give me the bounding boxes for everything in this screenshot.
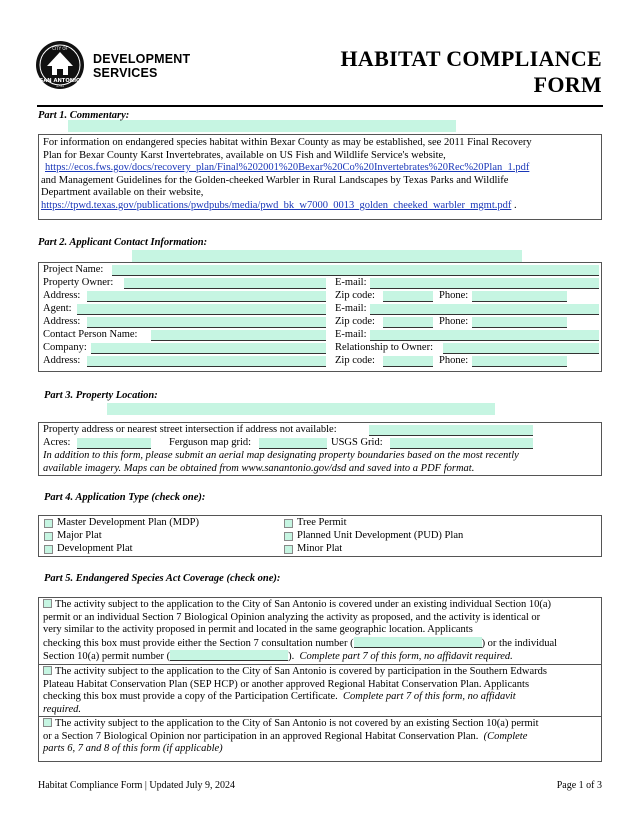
link-suffix: .: [511, 199, 517, 211]
agent-phone-label: Phone:: [439, 316, 469, 327]
option3-instruction: parts 6, 7 and 8 of this form (if applicable): [43, 743, 223, 754]
option1-text: The activity subject to the application to the City of San Antonio is covered under an existing individual Section 10(a): [55, 599, 552, 610]
coverage-option-2: [39, 665, 601, 716]
title-line-2: FORM: [533, 72, 602, 97]
option3-text: or a Section 7 Biological Opinion nor participation in an approved Regional Habitat Conservation Plan.: [43, 730, 479, 742]
owner-phone-field[interactable]: [472, 291, 567, 302]
commentary-line: Department available on their website,: [41, 187, 204, 198]
option1-instruction: Complete part 7 of this form, no affidavit required.: [299, 651, 513, 662]
option3-instruction: (Complete: [483, 730, 528, 742]
agent-zip-field[interactable]: [383, 317, 433, 328]
usgs-label: USGS Grid:: [331, 437, 383, 448]
mdp-checkbox[interactable]: [44, 519, 53, 528]
contact-person-label: Contact Person Name:: [43, 329, 138, 340]
mdp-label: Master Development Plan (MDP): [57, 517, 200, 528]
development-plat-checkbox[interactable]: [44, 545, 53, 554]
contact-info-box: [38, 262, 602, 372]
pud-plan-label: Planned Unit Development (PUD) Plan: [297, 530, 464, 541]
option1-text: ) or the individual: [481, 637, 558, 649]
contact-phone-label: Phone:: [439, 355, 469, 366]
aerial-map-note: In addition to this form, please submit an aerial map designating property boundaries based on the most recently: [43, 450, 519, 461]
development-plat-label: Development Plat: [57, 543, 133, 554]
minor-plat-checkbox[interactable]: [284, 545, 293, 554]
agent-field[interactable]: [77, 304, 326, 315]
property-address-field[interactable]: [369, 425, 533, 436]
usgs-field[interactable]: [390, 438, 533, 449]
option1-text: checking this box must provide either the Section 7 consultation number (: [43, 637, 354, 649]
commentary-line: Plan for Bexar County Karst Invertebrates, available on US Fish and Wildlife Service's website,: [43, 149, 446, 161]
agent-zip-label: Zip code:: [335, 316, 375, 327]
coverage-option-3: [39, 717, 601, 756]
tree-permit-label: Tree Permit: [297, 517, 347, 528]
recovery-plan-link[interactable]: https://ecos.fws.gov/docs/recovery_plan/Final%202001%20Bexar%20Co%20Invertebrates%20Rec%20Plan_1.pdf: [45, 162, 530, 173]
owner-phone-label: Phone:: [439, 290, 469, 301]
part2-highlight: [132, 250, 522, 262]
ferguson-field[interactable]: [259, 438, 327, 449]
property-location-box: [38, 422, 602, 476]
property-owner-field[interactable]: [124, 278, 326, 289]
project-name-field[interactable]: [112, 265, 599, 276]
contact-email-label: E-mail:: [335, 329, 367, 340]
relationship-field[interactable]: [443, 343, 599, 354]
part4-title: Part 4. Application Type (check one):: [44, 492, 206, 503]
part5-title: Part 5. Endangered Species Act Coverage (check one):: [44, 573, 281, 584]
agent-address-field[interactable]: [87, 317, 326, 328]
footer-form-info: Habitat Compliance Form | Updated July 9, 2024: [38, 780, 235, 791]
acres-field[interactable]: [77, 438, 151, 449]
property-owner-label: Property Owner:: [43, 277, 114, 288]
header-rule: [37, 105, 603, 107]
option2-text: checking this box must provide a copy of the Participation Certificate.: [43, 691, 338, 702]
owner-email-field[interactable]: [370, 278, 599, 289]
agent-email-label: E-mail:: [335, 303, 367, 314]
city-seal-icon: [35, 40, 85, 90]
not-covered-checkbox[interactable]: [43, 718, 52, 727]
owner-zip-field[interactable]: [383, 291, 433, 302]
option1-text: very similar to the activity proposed in permit and located in the same geographic location. Applicants: [43, 624, 473, 635]
tree-permit-checkbox[interactable]: [284, 519, 293, 528]
agent-address-label: Address:: [43, 316, 81, 327]
application-type-box: [38, 515, 602, 557]
contact-address-field[interactable]: [87, 356, 326, 367]
contact-zip-field[interactable]: [383, 356, 433, 367]
seal-city-text: CITY OF: [52, 46, 68, 51]
esa-coverage-box: [38, 597, 602, 762]
warbler-guidelines-link[interactable]: https://tpwd.texas.gov/publications/pwdpubs/media/pwd_bk_w7000_0013_golden_cheeked_warbler_mgmt.pdf: [41, 199, 512, 211]
page-title: [341, 46, 602, 98]
logo-line-1: DEVELOPMENT: [93, 52, 191, 66]
seal-year-text: 1731: [55, 84, 65, 88]
logo-wordmark: [93, 52, 190, 80]
seal-name-text: SAN ANTONIO: [39, 78, 81, 84]
option3-text: The activity subject to the application to the City of San Antonio is not covered by an existing Section 10(a) permit: [55, 718, 539, 729]
company-field[interactable]: [91, 343, 326, 354]
section10a-permit-number-field[interactable]: [170, 650, 288, 661]
company-label: Company:: [43, 342, 87, 353]
agent-email-field[interactable]: [370, 304, 599, 315]
major-plat-label: Major Plat: [57, 530, 102, 541]
option2-text: Plateau Habitat Conservation Plan (SEP HCP) or another approved Regional Habitat Conservation Plan. Applicants: [43, 678, 530, 690]
relationship-label: Relationship to Owner:: [335, 342, 433, 353]
contact-person-field[interactable]: [151, 330, 326, 341]
part2-title: Part 2. Applicant Contact Information:: [38, 237, 208, 248]
commentary-box: [38, 134, 602, 220]
option1-text: Section 10(a) permit number (: [43, 651, 171, 662]
ferguson-label: Ferguson map grid:: [169, 437, 252, 448]
part1-title: Part 1. Commentary:: [38, 110, 130, 121]
regional-hcp-checkbox[interactable]: [43, 666, 52, 675]
contact-address-label: Address:: [43, 355, 81, 366]
owner-address-label: Address:: [43, 290, 81, 301]
option2-instruction: required.: [43, 703, 82, 715]
minor-plat-label: Minor Plat: [297, 543, 343, 554]
option1-text: permit or an individual Section 7 Biological Opinion analyzing the activity as proposed, and the activity is identical or: [43, 611, 541, 623]
commentary-line: For information on endangered species habitat within Bexar County as may be established, see 2011 Final Recovery: [43, 137, 532, 148]
owner-zip-label: Zip code:: [335, 290, 375, 301]
contact-phone-field[interactable]: [472, 356, 567, 367]
contact-email-field[interactable]: [370, 330, 599, 341]
owner-address-field[interactable]: [87, 291, 326, 302]
commentary-line: and Management Guidelines for the Golden-cheeked Warbler in Rural Landscapes by Texas Parks and Wildlife: [41, 174, 509, 186]
acres-label: Acres:: [43, 437, 71, 448]
page-footer: [38, 780, 602, 793]
property-address-label: Property address or nearest street intersection if address not available:: [43, 424, 337, 435]
pud-plan-checkbox[interactable]: [284, 532, 293, 541]
option2-text: The activity subject to the application to the City of San Antonio is covered by participation in the Southern Edwards: [55, 666, 547, 677]
project-name-label: Project Name:: [43, 264, 104, 275]
major-plat-checkbox[interactable]: [44, 532, 53, 541]
coverage-option-1: [39, 598, 601, 664]
dsd-logo: [35, 40, 191, 90]
page-number: Page 1 of 3: [556, 780, 602, 791]
title-line-1: HABITAT COMPLIANCE: [340, 46, 602, 71]
section10-coverage-checkbox[interactable]: [43, 599, 52, 608]
section7-consultation-number-field[interactable]: [354, 637, 482, 648]
logo-line-2: SERVICES: [93, 66, 158, 80]
aerial-map-note: available imagery. Maps can be obtained from www.sanantonio.gov/dsd and saved into a PDF format.: [43, 463, 475, 474]
agent-label: Agent:: [43, 303, 72, 314]
option1-text: ).: [288, 651, 295, 662]
owner-email-label: E-mail:: [335, 277, 367, 288]
contact-zip-label: Zip code:: [335, 355, 375, 366]
part3-highlight: [107, 403, 495, 415]
part3-title: Part 3. Property Location:: [44, 390, 158, 401]
option2-instruction: Complete part 7 of this form, no affidavit: [343, 691, 516, 702]
agent-phone-field[interactable]: [472, 317, 567, 328]
